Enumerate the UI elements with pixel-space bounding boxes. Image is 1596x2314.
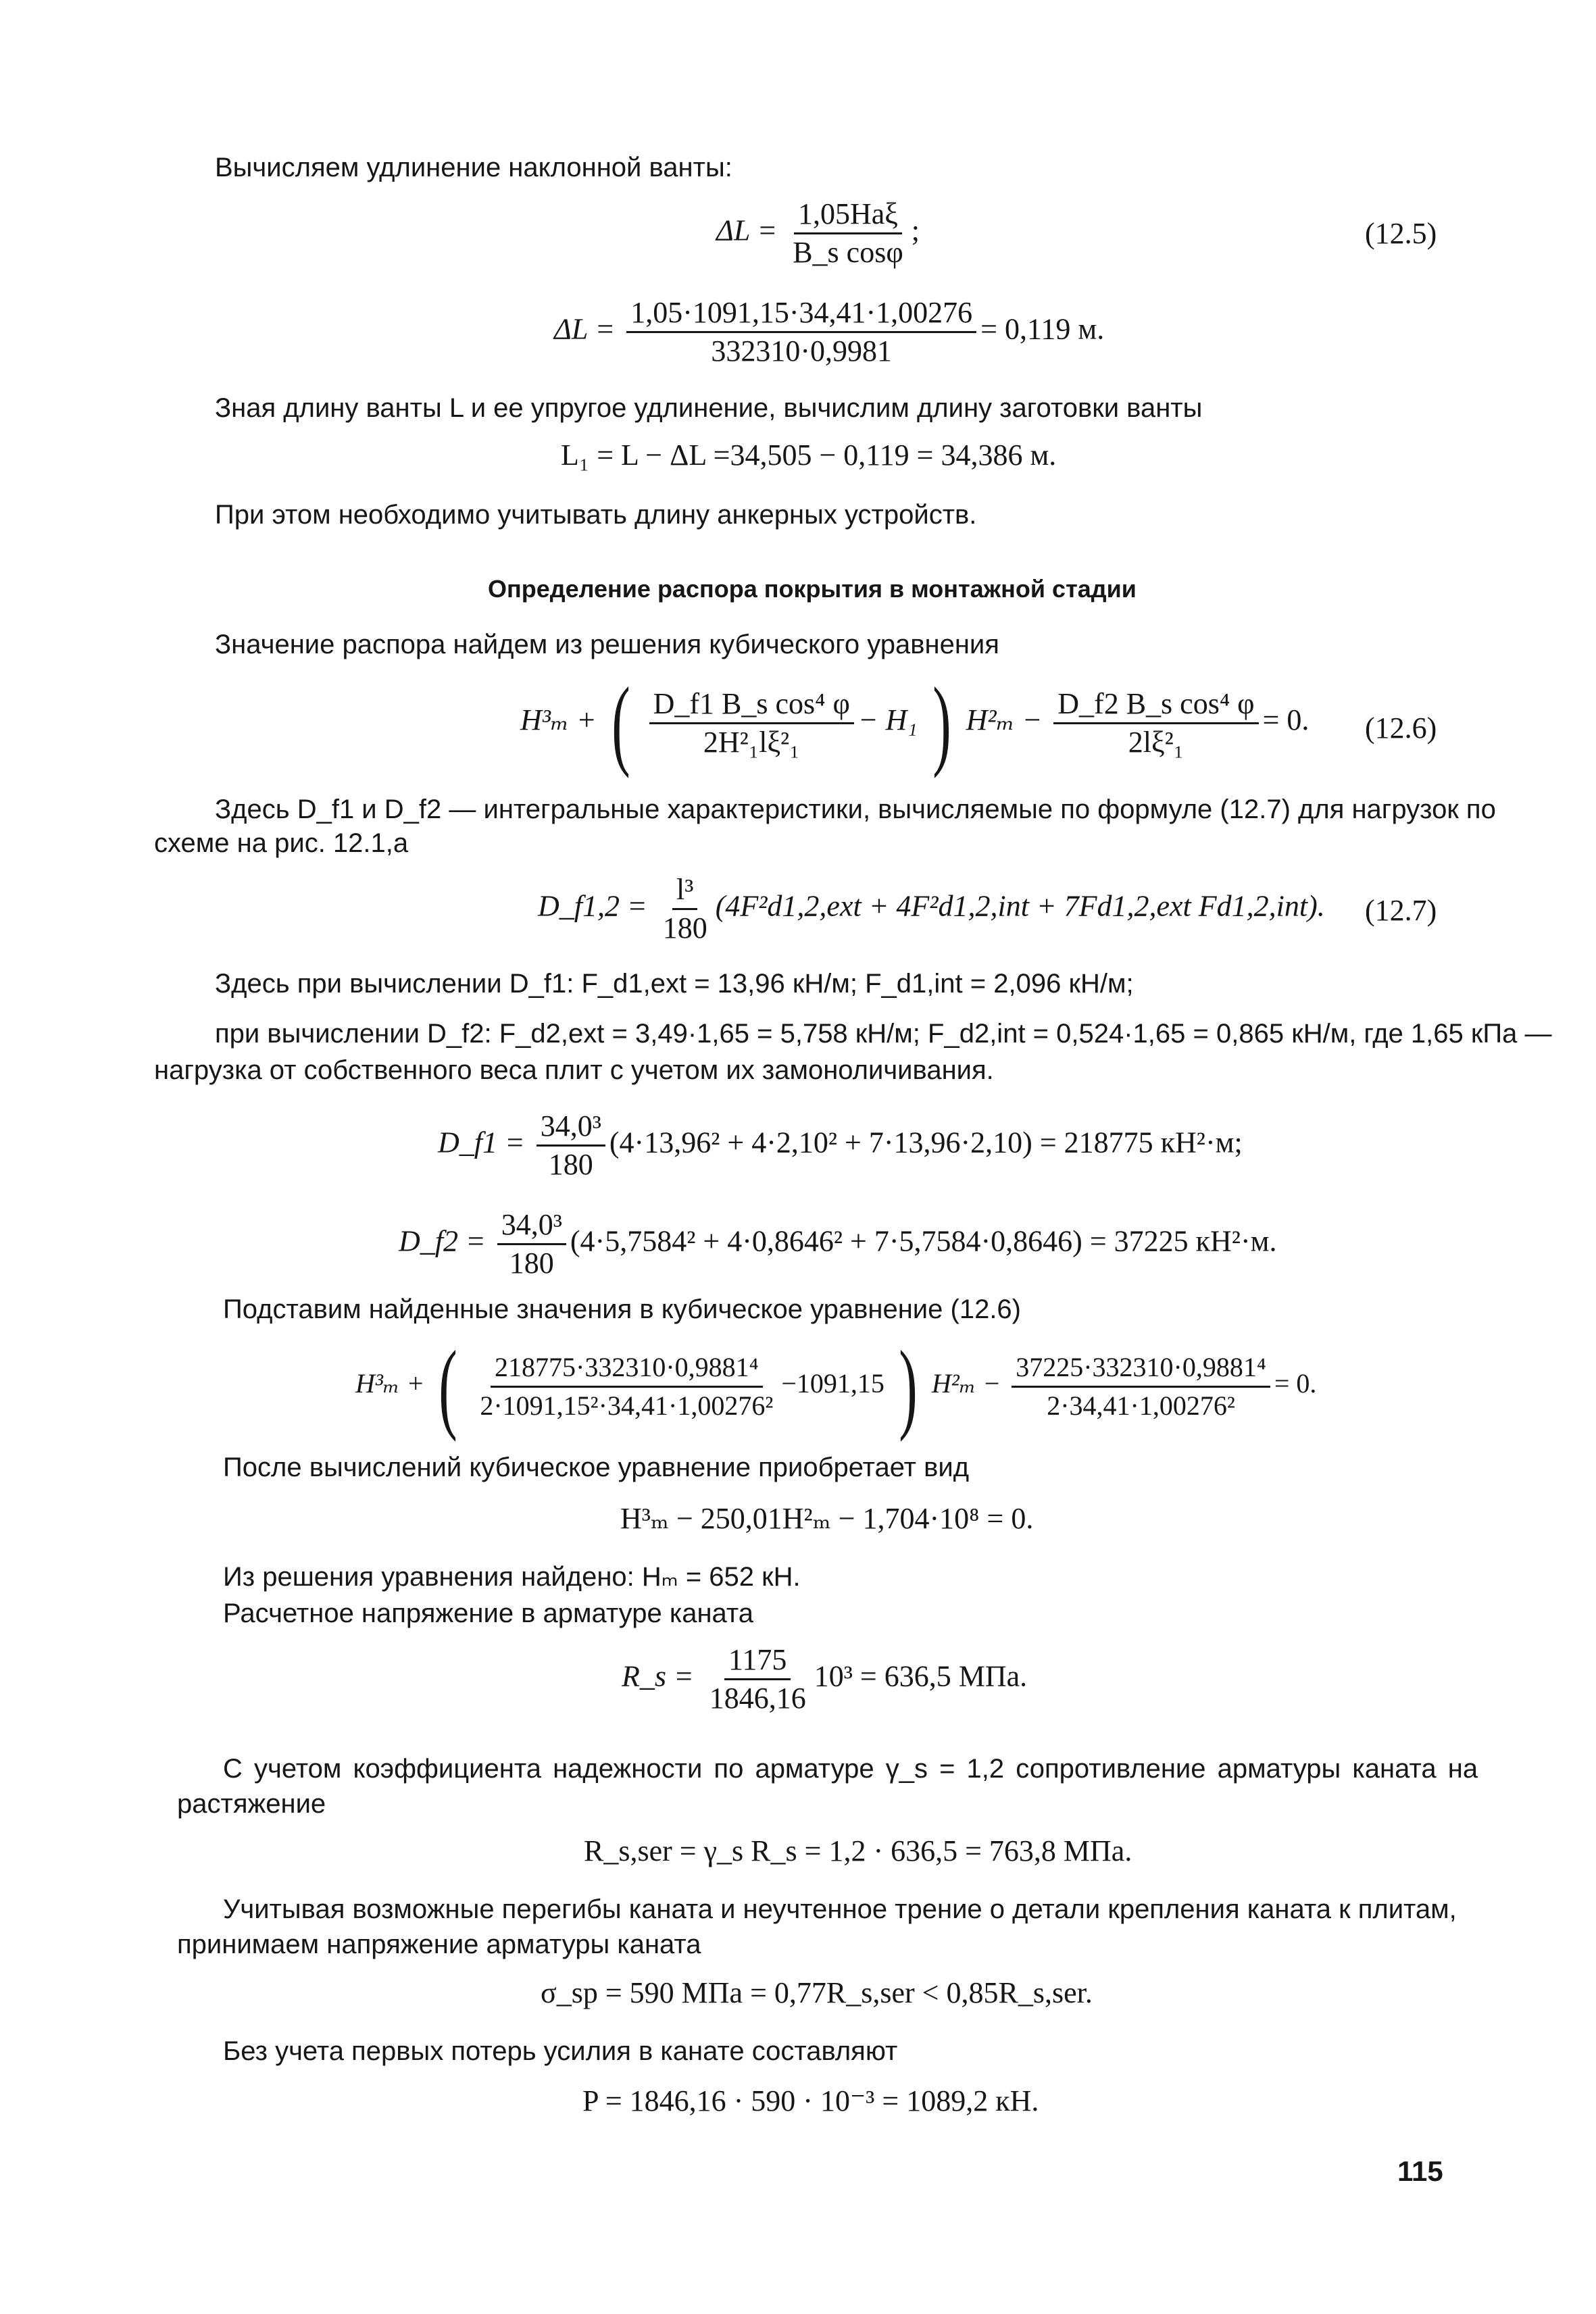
calc-delta-l	[554, 295, 1104, 370]
left-paren: (	[611, 667, 630, 779]
equation-rs	[622, 1642, 1027, 1717]
equation-sigma: σ_sp = 590 МПа = 0,77R_s,ser < 0,85R_s,ser.	[541, 1976, 1093, 2009]
paragraph-elongation: Вычисляем удлинение наклонной ванты:	[215, 153, 732, 182]
paragraph-found: Из решения уравнения найдено: Hₘ = 652 кН.	[223, 1562, 801, 1592]
eq-12-6-tail: = 0.	[1262, 703, 1310, 737]
equation-number-12-5: (12.5)	[1365, 217, 1437, 250]
calc-cubic-tail: = 0.	[1274, 1368, 1317, 1399]
calc-cubic-fraction-1	[476, 1349, 777, 1424]
calc-delta-l-denominator: 332310·0,9981	[711, 334, 893, 368]
equation-12-5	[716, 196, 920, 271]
eq-12-7-numerator: l³	[672, 872, 697, 910]
calc-df2-numerator: 34,0³	[497, 1207, 566, 1245]
equation-12-6	[520, 667, 1310, 779]
paragraph-here-1-line-2: схеме на рис. 12.1,а	[154, 828, 409, 858]
paragraph-here-2: Здесь при вычислении D_f1: F_d1,ext = 13,96 кН/м; F_d1,int = 2,096 кН/м;	[215, 969, 1134, 999]
paragraph-here-3-line-1: при вычислении D_f2: F_d2,ext = 3,49·1,65 = 5,758 кН/м; F_d2,int = 0,524·1,65 = 0,865 кН/м, где 1,65 кПа —	[215, 1019, 1552, 1049]
calc-df2-body: (4·5,7584² + 4·0,8646² + 7·5,7584·0,8646) = 37225 кН²·м.	[570, 1224, 1277, 1258]
calc-df2-denominator: 180	[509, 1247, 554, 1280]
equation-p: P = 1846,16 · 590 · 10⁻³ = 1089,2 кН.	[582, 2084, 1039, 2117]
eq-rs-denominator: 1846,16	[709, 1682, 806, 1715]
eq-12-5-denominator: B_s cosφ	[793, 236, 903, 269]
calc-cubic-denominator-2: 2·34,41·1,00276²	[1047, 1390, 1235, 1421]
eq-12-5-lhs: ΔL =	[716, 213, 778, 247]
calc-df1	[438, 1108, 1243, 1183]
eq-12-6-denominator-2: 2lξ²₁	[1128, 725, 1184, 759]
calc-df1-body: (4·13,96² + 4·2,10² + 7·13,96·2,10) = 218775 кН²·м;	[609, 1126, 1243, 1159]
calc-cubic-fraction-2	[1012, 1349, 1270, 1424]
calc-cubic	[355, 1330, 1317, 1442]
calc-df2-lhs: D_f2 =	[399, 1224, 486, 1258]
right-paren: )	[932, 667, 951, 779]
calc-delta-l-lhs: ΔL =	[554, 312, 616, 346]
eq-12-6-mid: − H₁	[857, 703, 918, 737]
paragraph-substitute: Подставим найденные значения в кубическое уравнение (12.6)	[223, 1294, 1021, 1324]
eq-rs-lhs: R_s =	[622, 1659, 694, 1693]
eq-12-6-denominator-1: 2H²₁lξ²₁	[703, 725, 800, 759]
paragraph-cubic: Значение распора найдем из решения кубического уравнения	[215, 630, 999, 659]
eq-rs-fraction	[705, 1642, 810, 1717]
equation-12-7	[538, 872, 1325, 947]
calc-df1-denominator: 180	[548, 1148, 593, 1181]
eq-12-7-lhs: D_f1,2 =	[538, 889, 647, 923]
eq-12-6-fraction-2	[1053, 686, 1258, 761]
eq-12-6-lead: H³ₘ +	[520, 703, 597, 737]
paragraph-length: Зная длину ванты L и ее упругое удлинение, вычислим длину заготовки ванты	[215, 393, 1203, 423]
calc-cubic-h2: H²ₘ −	[931, 1368, 1001, 1399]
section-heading: Определение распора покрытия в монтажной стадии	[488, 575, 1137, 603]
calc-df1-numerator: 34,0³	[537, 1108, 605, 1147]
eq-rs-tail: 10³ = 636,5 МПа.	[814, 1659, 1028, 1693]
eq-12-5-numerator: 1,05Haξ	[794, 196, 902, 234]
calc-cubic-denominator-1: 2·1091,15²·34,41·1,00276²	[480, 1390, 774, 1421]
equation-rs-ser: R_s,ser = γ_s R_s = 1,2 · 636,5 = 763,8 МПа.	[584, 1834, 1132, 1867]
equation-l1: L₁ = L − ΔL =34,505 − 0,119 = 34,386 м.	[561, 438, 1057, 472]
calc-df1-fraction	[537, 1108, 605, 1183]
paragraph-losses: Без учета первых потерь усилия в канате составляют	[223, 2036, 898, 2066]
equation-number-12-7: (12.7)	[1365, 894, 1437, 927]
eq-12-5-tail: ;	[911, 213, 920, 247]
eq-12-5-fraction	[789, 196, 907, 271]
calc-df2-fraction	[497, 1207, 566, 1282]
paragraph-reliability-line-2: растяжение	[177, 1789, 326, 1819]
eq-12-7-body: (4F²d1,2,ext + 4F²d1,2,int + 7Fd1,2,ext Fd1,2,int).	[715, 889, 1325, 923]
paragraph-after: После вычислений кубическое уравнение приобретает вид	[223, 1453, 970, 1482]
calc-cubic-numerator-2: 37225·332310·0,9881⁴	[1012, 1349, 1270, 1388]
calc-cubic-lead: H³ₘ +	[355, 1368, 425, 1399]
eq-12-7-fraction	[659, 872, 712, 947]
equation-cubic-final: H³ₘ − 250,01H²ₘ − 1,704·10⁸ = 0.	[620, 1502, 1034, 1535]
calc-df1-lhs: D_f1 =	[438, 1126, 525, 1159]
page-number: 115	[1397, 2155, 1443, 2187]
calc-delta-l-numerator: 1,05·1091,15·34,41·1,00276	[626, 295, 976, 333]
calc-cubic-mid: −1091,15	[781, 1368, 884, 1399]
eq-12-6-h2: H²ₘ −	[966, 703, 1043, 737]
eq-rs-numerator: 1175	[724, 1642, 791, 1680]
right-paren: )	[899, 1330, 918, 1442]
calc-df2	[399, 1207, 1277, 1282]
equation-number-12-6: (12.6)	[1365, 711, 1437, 745]
paragraph-reliability-line-1: С учетом коэффициента надежности по арматуре γ_s = 1,2 сопротивление арматуры каната на	[223, 1754, 1478, 1784]
eq-12-7-denominator: 180	[662, 911, 707, 945]
paragraph-here-1-line-1: Здесь D_f1 и D_f2 — интегральные характеристики, вычисляемые по формуле (12.7) для нагрузок по	[215, 795, 1496, 824]
eq-12-6-numerator-1: D_f1 B_s cos⁴ φ	[649, 686, 854, 724]
calc-delta-l-result: = 0,119 м.	[980, 312, 1105, 346]
paragraph-stress: Расчетное напряжение в арматуре каната	[223, 1599, 754, 1628]
paragraph-anchor: При этом необходимо учитывать длину анкерных устройств.	[215, 500, 977, 530]
eq-12-6-numerator-2: D_f2 B_s cos⁴ φ	[1053, 686, 1258, 724]
paragraph-here-3-line-2: нагрузка от собственного веса плит с учетом их замоноличивания.	[154, 1055, 994, 1085]
paragraph-bends-line-2: принимаем напряжение арматуры каната	[177, 1930, 701, 1959]
calc-cubic-numerator-1: 218775·332310·0,9881⁴	[491, 1349, 763, 1388]
calc-delta-l-fraction	[626, 295, 976, 370]
left-paren: (	[439, 1330, 458, 1442]
eq-12-6-fraction-1	[649, 686, 854, 761]
paragraph-bends-line-1: Учитывая возможные перегибы каната и неучтенное трение о детали крепления каната к плитам,	[223, 1894, 1457, 1924]
